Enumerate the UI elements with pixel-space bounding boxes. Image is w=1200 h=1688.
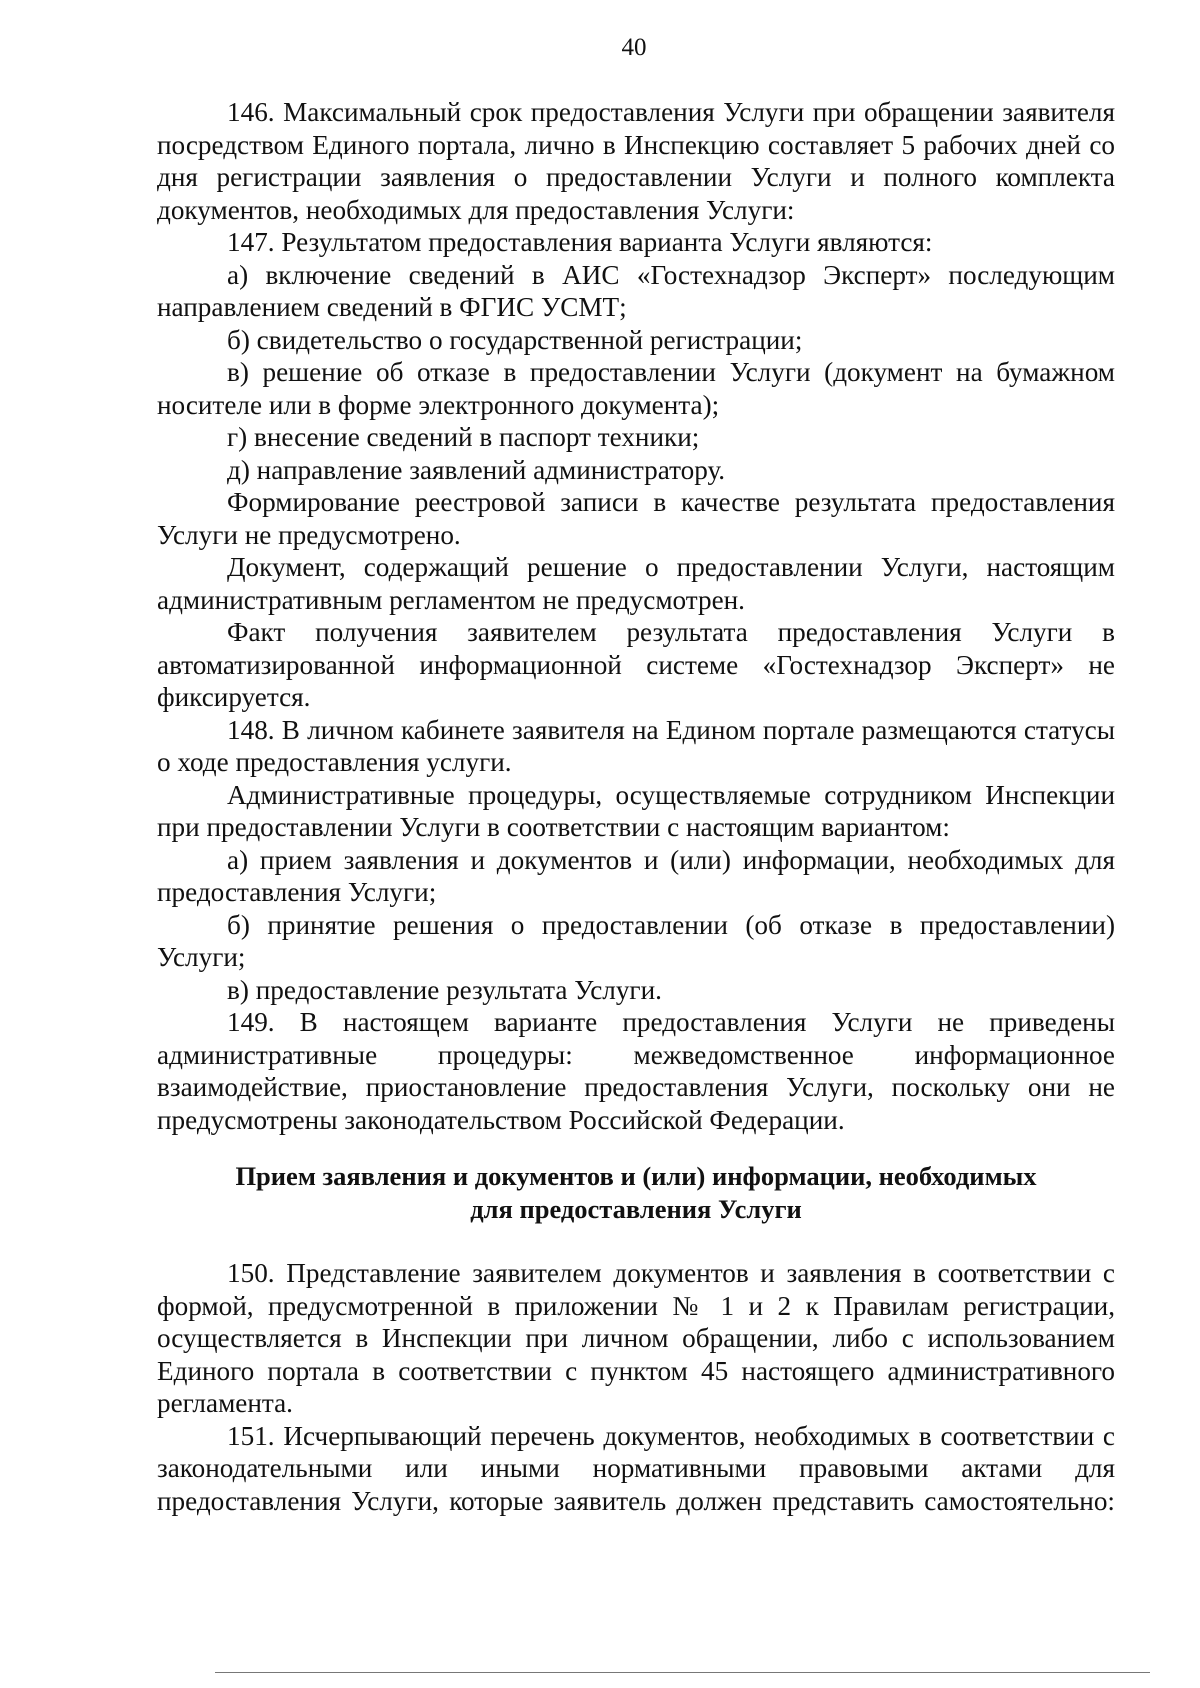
- section-items-146-149: [157, 96, 1115, 1136]
- list-item-v-refusal: в) решение об отказе в предоставлении Услуги (документ на бумажном носителе или в форме электронного документа);: [157, 357, 1115, 420]
- section-heading-line-2: для предоставления Услуги: [470, 1193, 802, 1224]
- paragraph-receipt-fact: Факт получения заявителем результата предоставления Услуги в автоматизированной информационной системе «Гостехнадзор Эксперт» не фиксируется.: [157, 617, 1115, 712]
- page-number: 40: [621, 34, 647, 61]
- list-item-b-certificate: б) свидетельство о государственной регистрации;: [227, 324, 803, 355]
- paragraph-admin-procedures: Административные процедуры, осуществляемые сотрудником Инспекции при предоставлении Услуги в соответствии с настоящим вариантом:: [157, 779, 1115, 842]
- procedure-item-v: в) предоставление результата Услуги.: [227, 974, 662, 1005]
- section-heading-line-1: Прием заявления и документов и (или) информации, необходимых: [235, 1161, 1037, 1191]
- paragraph-registry-record: Формирование реестровой записи в качестве результата предоставления Услуги не предусмотрено.: [157, 487, 1115, 550]
- paragraph-149: 149. В настоящем варианте предоставления Услуги не приведены административные процедуры: межведомственное информационное взаимодействие, приостановление предоставления Услуги, поскольку они не предусмотрены законодательством Российской Федерации.: [157, 1007, 1115, 1135]
- list-item-g-passport: г) внесение сведений в паспорт техники;: [227, 422, 700, 452]
- list-item-a-ais: а) включение сведений в АИС «Гостехнадзор Эксперт» последующим направлением сведений в ФГИС УСМТ;: [157, 259, 1115, 322]
- section-items-150-151: [157, 1257, 1115, 1517]
- paragraph-151: 151. Исчерпывающий перечень документов, необходимых в соответствии с законодательными или иными нормативными правовыми актами для предоставления Услуги, которые заявитель должен представить самостоятельно:: [157, 1420, 1115, 1516]
- procedure-item-a: а) прием заявления и документов и (или) информации, необходимых для предоставления Услуги;: [157, 844, 1115, 907]
- paragraph-decision-document: Документ, содержащий решение о предоставлении Услуги, настоящим административным регламентом не предусмотрен.: [157, 552, 1115, 615]
- list-item-d-administrator: д) направление заявлений администратору.: [227, 454, 726, 485]
- section-heading: [157, 1160, 1115, 1225]
- paragraph-148: 148. В личном кабинете заявителя на Едином портале размещаются статусы о ходе предоставления услуги.: [157, 714, 1115, 777]
- procedure-item-b: б) принятие решения о предоставлении (об отказе в предоставлении) Услуги;: [157, 909, 1115, 972]
- footer-rule: [215, 1672, 1150, 1673]
- paragraph-150: 150. Представление заявителем документов и заявления в соответствии с формой, предусмотренной в приложении № 1 и 2 к Правилам регистрации, осуществляется в Инспекции при личном обращении, либо с использованием Единого портала в соответствии с пунктом 45 настоящего административного регламента.: [157, 1258, 1115, 1418]
- paragraph-146: 146. Максимальный срок предоставления Услуги при обращении заявителя посредством Единого портала, лично в Инспекцию составляет 5 рабочих дней со дня регистрации заявления о предоставлении Услуги и полного комплекта документов, необходимых для предоставления Услуги:: [157, 97, 1115, 225]
- paragraph-147: 147. Результатом предоставления варианта Услуги являются:: [227, 227, 933, 257]
